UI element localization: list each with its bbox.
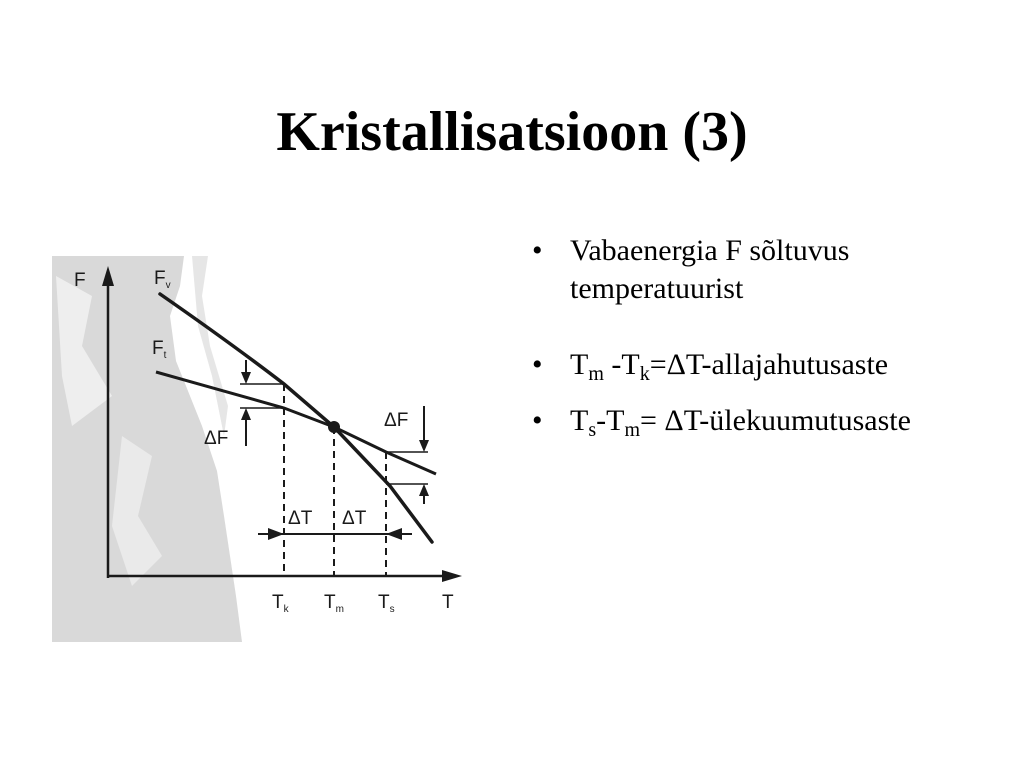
bullet-text-part: = ΔT-ülekuumutusaste (640, 404, 911, 437)
delta-f-left-label: ΔF (204, 428, 229, 449)
bullet-text-part: -T (596, 404, 625, 437)
bullet-text-part: T (570, 404, 589, 437)
bullet-text: Vabaenergia F sõltuvus temperatuurist (570, 234, 850, 305)
delta-f-left-arrowhead-up (241, 408, 251, 420)
bullet-subscript: m (624, 419, 641, 441)
diagram-svg (52, 256, 472, 642)
tick-label-ts (378, 592, 395, 615)
delta-f-right-arrowhead-down (419, 440, 429, 452)
tick-label-ts-sub: s (389, 604, 395, 615)
delta-f-right-arrowhead-up (419, 484, 429, 496)
bullet-item-free-energy (530, 232, 990, 308)
tick-label-tk (272, 592, 290, 615)
bullet-subscript: k (639, 363, 650, 385)
delta-t-right-label: ΔT (342, 508, 367, 529)
bullet-subscript: m (588, 363, 604, 385)
axis-y-label: F (74, 270, 86, 291)
delta-t-left-arrowhead (268, 528, 284, 540)
x-axis-arrow (442, 570, 462, 582)
axis-x-label: T (442, 592, 454, 613)
curve-fv-label-sub: v (165, 280, 171, 291)
tick-label-tk-sub: k (283, 604, 289, 615)
tick-label-ts-main: T (378, 592, 390, 613)
curve-ft-label-main: F (152, 338, 164, 359)
delta-f-left-arrowhead-down (241, 372, 251, 384)
bullet-list (530, 232, 990, 440)
tick-label-tm (324, 592, 344, 615)
bullet-item-overheating (530, 402, 990, 440)
tick-label-tk-main: T (272, 592, 284, 613)
bullet-item-undercooling (530, 346, 990, 384)
free-energy-diagram (52, 256, 472, 642)
curve-fv-label-main: F (154, 268, 166, 289)
tick-label-tm-main: T (324, 592, 336, 613)
delta-t-right-arrowhead (386, 528, 402, 540)
slide-title: Kristallisatsioon (3) (276, 101, 748, 163)
bullet-text-part: T (570, 348, 589, 381)
delta-t-left-label: ΔT (288, 508, 313, 529)
bullet-text-part: -T (603, 348, 640, 381)
delta-f-right-label: ΔF (384, 410, 409, 431)
curve-ft-label-sub: t (163, 350, 167, 361)
tick-label-tm-sub: m (335, 604, 344, 615)
bullet-text-part: =ΔT-allajahutusaste (649, 348, 889, 381)
bullet-subscript: s (588, 419, 597, 441)
scan-background-streak (192, 256, 228, 436)
